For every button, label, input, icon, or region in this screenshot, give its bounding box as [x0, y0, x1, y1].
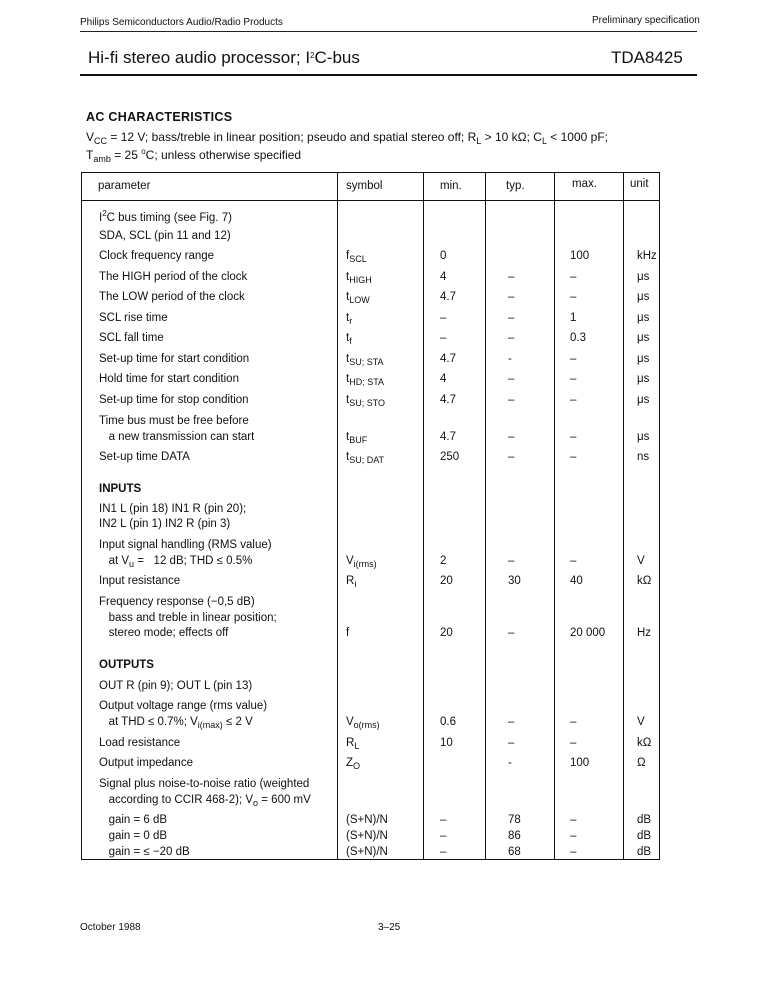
title-pre: Hi-fi stereo audio processor; I	[88, 48, 311, 67]
typ-cell: -	[508, 757, 512, 769]
parameter-cell: Output impedance	[99, 757, 193, 769]
symbol-cell: $t_{BUF}$	[346, 431, 368, 445]
parameter-cell: Frequency response (−0,5 dB)	[99, 596, 255, 608]
typ-cell: -	[508, 353, 512, 365]
unit-cell: dB	[637, 830, 652, 842]
max-cell: –	[570, 394, 577, 406]
unit-cell: dB	[637, 814, 652, 826]
header-left: Philips Semiconductors Audio/Radio Products	[80, 17, 283, 28]
unit-cell: μs	[637, 312, 650, 324]
parameter-cell: gain = 6 dB	[99, 814, 168, 826]
header-symbol: symbol	[346, 180, 383, 192]
footer-date: October 1988	[80, 922, 141, 933]
part-number: TDA8425	[611, 48, 683, 67]
min-cell: 4.7	[440, 353, 456, 365]
page-title	[88, 48, 360, 68]
min-cell: 4	[440, 373, 447, 385]
max-cell: –	[570, 846, 577, 858]
typ-cell: –	[508, 271, 515, 283]
min-cell: –	[440, 814, 447, 826]
parameter-cell: SDA, SCL (pin 11 and 12)	[99, 230, 231, 242]
title-sup: 2	[310, 51, 315, 60]
parameter-cell: INPUTS	[99, 483, 142, 495]
min-cell: 4.7	[440, 291, 456, 303]
typ-cell: –	[508, 737, 515, 749]
max-cell: –	[570, 555, 577, 567]
max-cell: –	[570, 716, 577, 728]
unit-cell: ns	[637, 451, 650, 463]
unit-cell: μs	[637, 271, 650, 283]
unit-cell: μs	[637, 332, 650, 344]
col-divider	[623, 173, 624, 859]
min-cell: 0	[440, 250, 447, 262]
min-cell: 2	[440, 555, 447, 567]
parameter-cell: at $V_u = 12$ dB; THD ≤ 0.5%	[99, 555, 253, 569]
symbol-cell: f	[346, 627, 350, 639]
typ-cell: –	[508, 332, 515, 344]
max-cell: 100	[570, 250, 590, 262]
unit-cell: kΩ	[637, 737, 652, 749]
max-cell: –	[570, 353, 577, 365]
parameter-cell: according to CCIR 468-2); $V_o = 600$ mV	[99, 794, 311, 808]
parameter-cell: SCL fall time	[99, 332, 164, 344]
min-cell: –	[440, 846, 447, 858]
parameter-cell: OUT R (pin 9); OUT L (pin 13)	[99, 680, 253, 692]
unit-cell: μs	[637, 291, 650, 303]
max-cell: 40	[570, 575, 583, 587]
min-cell: 0.6	[440, 716, 456, 728]
parameter-cell: SCL rise time	[99, 312, 168, 324]
min-cell: 4.7	[440, 394, 456, 406]
typ-cell: 30	[508, 575, 521, 587]
min-cell: 250	[440, 451, 460, 463]
symbol-cell: (S+N)/N	[346, 846, 388, 858]
unit-cell: V	[637, 716, 645, 728]
col-divider	[485, 173, 486, 859]
max-cell: –	[570, 451, 577, 463]
unit-cell: μs	[637, 431, 650, 443]
parameter-cell: Hold time for start condition	[99, 373, 239, 385]
max-cell: –	[570, 431, 577, 443]
header-min: min.	[440, 180, 462, 192]
max-cell: 1	[570, 312, 577, 324]
symbol-cell: $t_{HIGH}$	[346, 271, 372, 285]
parameter-cell: Input signal handling (RMS value)	[99, 539, 272, 551]
symbol-cell: $t_{LOW}$	[346, 291, 370, 305]
unit-cell: V	[637, 555, 645, 567]
parameter-cell: The LOW period of the clock	[99, 291, 245, 303]
unit-cell: kHz	[637, 250, 657, 262]
typ-cell: –	[508, 312, 515, 324]
parameter-cell: The HIGH period of the clock	[99, 271, 248, 283]
col-divider	[337, 173, 338, 859]
max-cell: –	[570, 737, 577, 749]
symbol-cell: (S+N)/N	[346, 814, 388, 826]
unit-cell: kΩ	[637, 575, 652, 587]
unit-cell: Ω	[637, 757, 646, 769]
min-cell: –	[440, 830, 447, 842]
min-cell: –	[440, 332, 447, 344]
symbol-cell: $t_{HD; STA}$	[346, 373, 385, 387]
parameter-cell: IN2 L (pin 1) IN2 R (pin 3)	[99, 518, 231, 530]
symbol-cell: $t_{SU; STO}$	[346, 394, 386, 408]
max-cell: 100	[570, 757, 590, 769]
symbol-cell: $Z_O$	[346, 757, 361, 771]
symbol-cell: $R_L$	[346, 737, 360, 751]
symbol-cell: (S+N)/N	[346, 830, 388, 842]
unit-cell: μs	[637, 373, 650, 385]
typ-cell: –	[508, 394, 515, 406]
parameter-cell: $I^2C$ bus timing (see Fig. 7)	[99, 209, 232, 224]
header-max: max.	[572, 178, 597, 190]
typ-cell: –	[508, 291, 515, 303]
typ-cell: –	[508, 627, 515, 639]
min-cell: 4	[440, 271, 447, 283]
typ-cell: –	[508, 451, 515, 463]
parameter-cell: gain = ≤ −20 dB	[99, 846, 190, 858]
col-divider	[423, 173, 424, 859]
parameter-cell: Set-up time for stop condition	[99, 394, 249, 406]
min-cell: 4.7	[440, 431, 456, 443]
unit-cell: Hz	[637, 627, 652, 639]
min-cell: 10	[440, 737, 453, 749]
parameter-cell: Output voltage range (rms value)	[99, 700, 268, 712]
typ-cell: 68	[508, 846, 521, 858]
parameter-cell: bass and treble in linear position;	[99, 612, 277, 624]
typ-cell: –	[508, 373, 515, 385]
ac-characteristics-table	[81, 172, 660, 860]
header-typ: typ.	[506, 180, 525, 192]
header-rule	[80, 31, 697, 32]
typ-cell: 86	[508, 830, 521, 842]
parameter-cell: Clock frequency range	[99, 250, 215, 262]
title-post: C-bus	[314, 48, 360, 67]
max-cell: 20 000	[570, 627, 606, 639]
typ-cell: 78	[508, 814, 521, 826]
conditions-line-1: $V_{CC} = 12$ V; bass/treble in linear position; pseudo and spatial stereo off; $R_L > 10$ kΩ; $C_L < 1000$ pF;	[86, 130, 608, 146]
parameter-cell: gain = 0 dB	[99, 830, 168, 842]
unit-cell: dB	[637, 846, 652, 858]
conditions-line-2: $T_{amb} = 25$ $^o$C; unless otherwise specified	[86, 147, 302, 164]
typ-cell: –	[508, 431, 515, 443]
symbol-cell: $t_r$	[346, 312, 353, 326]
parameter-cell: Set-up time for start condition	[99, 353, 250, 365]
symbol-cell: $V_{o(rms)}$	[346, 716, 380, 730]
header-right: Preliminary specification	[592, 15, 700, 26]
col-divider	[554, 173, 555, 859]
max-cell: –	[570, 271, 577, 283]
title-rule	[80, 74, 697, 76]
typ-cell: –	[508, 555, 515, 567]
parameter-cell: Load resistance	[99, 737, 181, 749]
min-cell: 20	[440, 627, 453, 639]
symbol-cell: $V_{i(rms)}$	[346, 555, 377, 569]
max-cell: 0.3	[570, 332, 586, 344]
header-divider	[82, 200, 659, 201]
min-cell: 20	[440, 575, 453, 587]
parameter-cell: Signal plus noise-to-noise ratio (weighted	[99, 778, 310, 790]
unit-cell: μs	[637, 394, 650, 406]
unit-cell: μs	[637, 353, 650, 365]
symbol-cell: $f_{SCL}$	[346, 250, 367, 264]
parameter-cell: IN1 L (pin 18) IN1 R (pin 20);	[99, 503, 247, 515]
symbol-cell: $t_{SU; STA}$	[346, 353, 384, 367]
symbol-cell: $t_f$	[346, 332, 352, 346]
max-cell: –	[570, 830, 577, 842]
typ-cell: –	[508, 716, 515, 728]
parameter-cell: OUTPUTS	[99, 659, 154, 671]
min-cell: –	[440, 312, 447, 324]
parameter-cell: Time bus must be free before	[99, 415, 249, 427]
parameter-cell: Set-up time DATA	[99, 451, 190, 463]
parameter-cell: stereo mode; effects off	[99, 627, 229, 639]
footer-page-number: 3–25	[378, 922, 401, 933]
max-cell: –	[570, 814, 577, 826]
max-cell: –	[570, 373, 577, 385]
header-parameter: parameter	[98, 180, 151, 192]
header-unit: unit	[630, 178, 649, 190]
symbol-cell: $R_i$	[346, 575, 357, 589]
parameter-cell: at THD ≤ 0.7%; $V_{i(max)} \le 2$ V	[99, 716, 253, 730]
max-cell: –	[570, 291, 577, 303]
parameter-cell: a new transmission can start	[99, 431, 255, 443]
symbol-cell: $t_{SU; DAT}$	[346, 451, 385, 465]
section-title: AC CHARACTERISTICS	[86, 110, 233, 124]
parameter-cell: Input resistance	[99, 575, 181, 587]
